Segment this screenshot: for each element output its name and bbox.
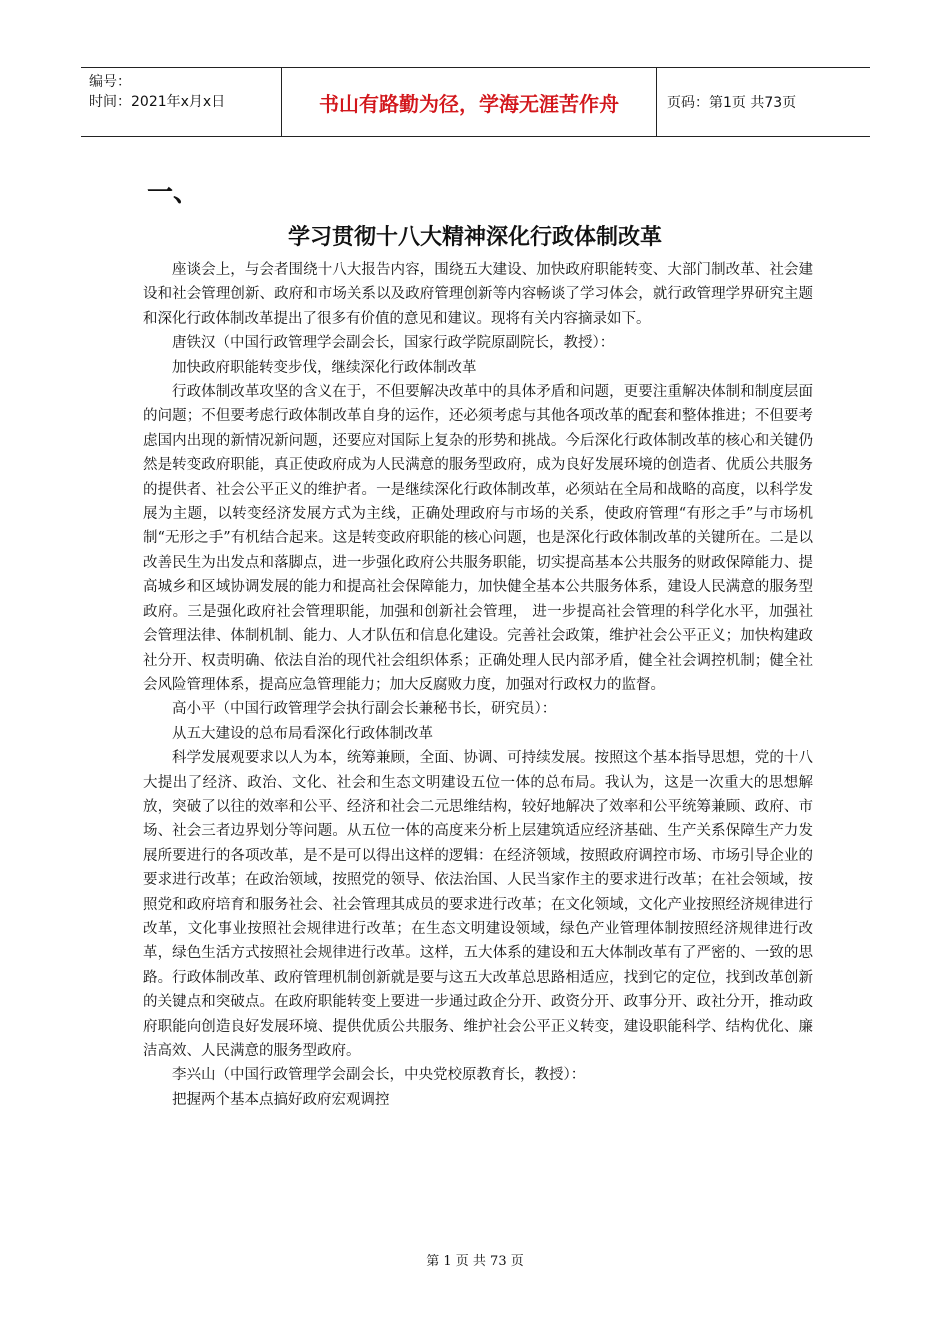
page-header — [81, 67, 870, 137]
header-motto: 书山有路勤为径，学海无涯苦作舟 — [281, 68, 657, 136]
document-time-label: 时间：2021年x月x日 — [89, 94, 226, 110]
page-footer: 第 1 页 共 73 页 — [426, 1254, 524, 1269]
speech-heading: 把握两个基本点搞好政府宏观调控 — [172, 1091, 390, 1108]
paragraph: 座谈会上，与会者围绕十八大报告内容，围绕五大建设、加快政府职能转变、大部门制改革、社会建设和社会管理创新、政府和市场关系以及政府管理创新等内容畅谈了学习体会，就行政管理学界研究主题和深化行政体制改革提出了很多有价值的意见和建议。现将有关内容摘录如下。 — [143, 262, 813, 327]
speaker-line: 唐铁汉（中国行政管理学会副会长，国家行政学院原副院长，教授）： — [172, 335, 615, 352]
document-number-label: 编号： — [89, 74, 131, 90]
speech-heading: 从五大建设的总布局看深化行政体制改革 — [172, 725, 433, 742]
document-title: 学习贯彻十八大精神深化行政体制改革 — [287, 225, 662, 250]
paragraph: 科学发展观要求以人为本，统筹兼顾，全面、协调、可持续发展。按照这个基本指导思想，党的十八大提出了经济、政治、文化、社会和生态文明建设五位一体的总布局。我认为，这是一次重大的思想解放，突破了以往的效率和公平、经济和社会二元思维结构，较好地解决了效率和公平统筹兼顾、政府、市场、社会三者边界划分等问题。从五位一体的高度来分析上层建筑适应经济基础、生产关系保障生产力发展所要进行的各项改革，是不是可以得出这样的逻辑：在经济领域，按照政府调控市场、市场引导企业的要求进行改革；在政治领域，按照党的领导、依法治国、人民当家作主的要求进行改革；在社会领域，按照党和政府培育和服务社会、社会管理其成员的要求进行改革；在文化领域，文化产业按照经济规律进行改革，文化事业按照社会规律进行改革；在生态文明建设领域，绿色产业管理体制按照经济规律进行改革，绿色生活方式按照社会规律进行改革。这样，五大体系的建设和五大体制改革有了严密的、一致的思路。行政体制改革、政府管理机制创新就是要与这五大改革总思路相适应，找到它的定位，找到改革创新的关键点和突破点。在政府职能转变上要进一步通过政企分开、政资分开、政事分开、政社分开，推动政府职能向创造良好发展环境、提供优质公共服务、维护社会公平正义转变，建设职能科学、结构优化、廉洁高效、人民满意的服务型政府。 — [143, 750, 813, 1059]
speaker-line: 李兴山（中国行政管理学会副会长，中央党校原教育长，教授）： — [172, 1067, 586, 1084]
speech-heading: 加快政府职能转变步伐，继续深化行政体制改革 — [172, 359, 477, 376]
header-page-info: 页码：第1页 共73页 — [667, 95, 797, 111]
section-number: 一、 — [147, 178, 200, 208]
paragraph: 行政体制改革攻坚的含义在于，不但要解决改革中的具体矛盾和问题，更要注重解决体制和制度层面的问题；不但要考虑行政体制改革自身的运作，还必须考虑与其他各项改革的配套和整体推进；不但要考虑国内出现的新情况新问题，还要应对国际上复杂的形势和挑战。今后深化行政体制改革的核心和关键仍然是转变政府职能，真正使政府成为人民满意的服务型政府，成为良好发展环境的创造者、优质公共服务的提供者、社会公平正义的维护者。一是继续深化行政体制改革，必须站在全局和战略的高度，以科学发展为主题，以转变经济发展方式为主线，正确处理政府与市场的关系，使政府管理“有形之手”与市场机制“无形之手”有机结合起来。这是转变政府职能的核心问题，也是深化行政体制改革的关键所在。二是以改善民生为出发点和落脚点，进一步强化政府公共服务职能，切实提高基本公共服务的财政保障能力、提高城乡和区域协调发展的能力和提高社会保障能力，加快健全基本公共服务体系，建设人民满意的服务型政府。三是强化政府社会管理职能，加强和创新社会管理， 进一步提高社会管理的科学化水平，加强社会管理法律、体制机制、能力、人才队伍和信息化建设。完善社会政策，维护社会公平正义；加快构建政社分开、权责明确、依法自治的现代社会组织体系；正确处理人民内部矛盾，健全社会调控机制；健全社会风险管理体系，提高应急管理能力；加大反腐败力度，加强对行政权力的监督。 — [143, 384, 813, 693]
header-meta — [81, 68, 281, 136]
document-body — [143, 258, 813, 1112]
speaker-line: 高小平（中国行政管理学会执行副会长兼秘书长，研究员）： — [172, 701, 557, 718]
